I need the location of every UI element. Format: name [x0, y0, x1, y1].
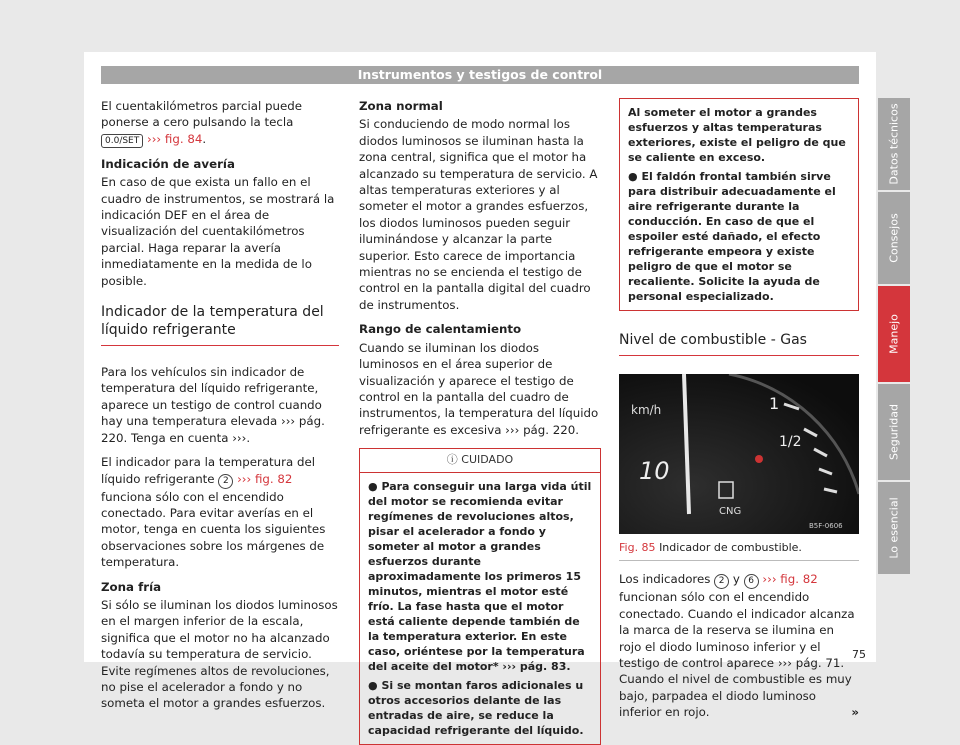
continue-marker: »: [851, 705, 859, 720]
figure-link[interactable]: ››› fig. 82: [237, 471, 293, 486]
chapter-tabs: [878, 98, 910, 576]
gauge-half-label: 1/2: [779, 434, 802, 450]
paragraph: El cuentakilómetros parcial puede ponerse a cero pulsando la tecla 0.0/SET ››› fig. 84.: [101, 99, 303, 146]
subheading-normal: Zona normal: [359, 99, 443, 113]
warning-text: Al someter el motor a grandes esfuerzos y altas temperaturas exteriores, existe el peligro de que se caliente en exceso.: [628, 106, 846, 164]
paragraph: Los indicadores 2 y 6 ››› fig. 82 funcionan sólo con el encendido conectado. Cuando el indicador alcanza la marca de la reserva se ilumina en rojo el diodo luminoso inferior y el testigo de control aparece ››› pág. 71. Cuando el nivel de combustible es muy bajo, parpadea el diodo luminoso inferior en rojo. »: [619, 572, 859, 720]
warning-box: [619, 98, 859, 311]
caution-item: ● Para conseguir una larga vida útil del motor se recomienda evitar regímenes de revoluciones altos, pisar el acelerador a fondo y someter al motor a grandes esfuerzos durante aproximadamente los primeros 15 minutos, mientras el motor esté frío. La fase hasta que el motor está caliente depende también de la temperatura exterior. En este caso, oriéntese por la temperatura del aceite del motor* ››› pág. 83.: [368, 479, 592, 673]
tab-seguridad[interactable]: Seguridad: [878, 384, 910, 480]
column-3: [619, 98, 859, 729]
fuel-gauge-figure: [619, 374, 859, 534]
paragraph: El indicador para la temperatura del líquido refrigerante 2 ››› fig. 82 funciona sólo con el encendido conectado. Para evitar averías en el motor, tenga en cuenta los siguientes observaciones sobre los márgenes de temperatura.: [101, 455, 326, 570]
paragraph: Para los vehículos sin indicador de temperatura del líquido refrigerante, aparece un testigo de control cuando hay una temperatura elevada ››› pág. 220. Tenga en cuenta ›››.: [101, 365, 325, 445]
gauge-full-label: 1: [769, 394, 780, 413]
paragraph: En caso de que exista un fallo en el cuadro de instrumentos, se mostrará la indicación DEF en el área de visualización del cuentakilómetros parcial. Haga reparar la avería inmediatamente en la medida de lo posible.: [101, 175, 335, 288]
figure-code: B5F-0606: [809, 522, 843, 530]
page-header: Instrumentos y testigos de control: [101, 66, 859, 84]
figure-link[interactable]: ››› fig. 84: [147, 131, 203, 146]
tab-manejo[interactable]: Manejo: [878, 286, 910, 382]
gauge-speed-label: 10: [639, 457, 670, 485]
paragraph: Si conduciendo de modo normal los diodos luminosos se iluminan hasta la zona central, significa que el motor ha alcanzado su temperatura de servicio. A altas temperaturas exteriores y al someter el motor a grandes esfuerzos, los diodos luminosos pueden seguir iluminándose y alcanzar la parte superior. Esto carece de importancia mientras no se encienda el testigo de control en la pantalla digital del cuadro de instrumentos.: [359, 117, 598, 312]
figure-link[interactable]: ››› fig. 82: [762, 572, 818, 587]
callout-number: 2: [714, 574, 729, 589]
gauge-kmh-label: km/h: [631, 403, 662, 417]
page-number: 75: [852, 648, 866, 661]
paragraph: Cuando se iluminan los diodos luminosos en el área superior de visualización y aparece el testigo de control en la pantalla del cuadro de instrumentos, la temperatura del líquido refrigerante es excesiva ››› pág. 220.: [359, 340, 599, 437]
section-title-combustible: Nivel de combustible - Gas: [619, 331, 859, 356]
warning-item: ● El faldón frontal también sirve para distribuir adecuadamente el aire refrigerante durante la conducción. En caso de que el espoiler esté dañado, el efecto refrigerante empeora y existe peligro de que el motor se recaliente. Solicite la ayuda de personal especializado.: [628, 170, 836, 303]
tab-lo-esencial[interactable]: Lo esencial: [878, 482, 910, 574]
column-1: [101, 98, 339, 720]
paragraph: Si sólo se iluminan los diodos luminosos en el margen inferior de la escala, significa que el motor no ha alcanzado todavía su temperatura de servicio. Evite regímenes altos de revoluciones, no pise el acelerador a fondo y no someta el motor a grandes esfuerzos.: [101, 597, 338, 711]
caution-box: [359, 448, 601, 744]
info-icon: ⓘ: [446, 453, 462, 467]
tab-datos-tecnicos[interactable]: Datos técnicos: [878, 98, 910, 190]
tab-consejos[interactable]: Consejos: [878, 192, 910, 284]
reserve-led: [755, 455, 763, 463]
subheading-averia: Indicación de avería: [101, 156, 235, 171]
caution-item: ● Si se montan faros adicionales u otros accesorios delante de las entradas de aire, se reduce la capacidad refrigerante del líquido.: [368, 678, 584, 737]
subheading-rango: Rango de calentamiento: [359, 322, 522, 337]
column-2: [359, 98, 601, 745]
callout-number: 2: [218, 474, 233, 489]
callout-number: 6: [744, 574, 759, 589]
caution-title: ⓘ CUIDADO: [360, 449, 600, 472]
gauge-cng-label: CNG: [719, 506, 742, 517]
section-title-temperatura: Indicador de la temperatura del líquido refrigerante: [101, 303, 339, 346]
subheading-fria: Zona fría: [101, 579, 162, 594]
set-key: 0.0/SET: [101, 134, 143, 148]
figure-caption: Fig. 85 Indicador de combustible.: [619, 540, 859, 561]
fuel-gauge-image: [619, 374, 859, 534]
